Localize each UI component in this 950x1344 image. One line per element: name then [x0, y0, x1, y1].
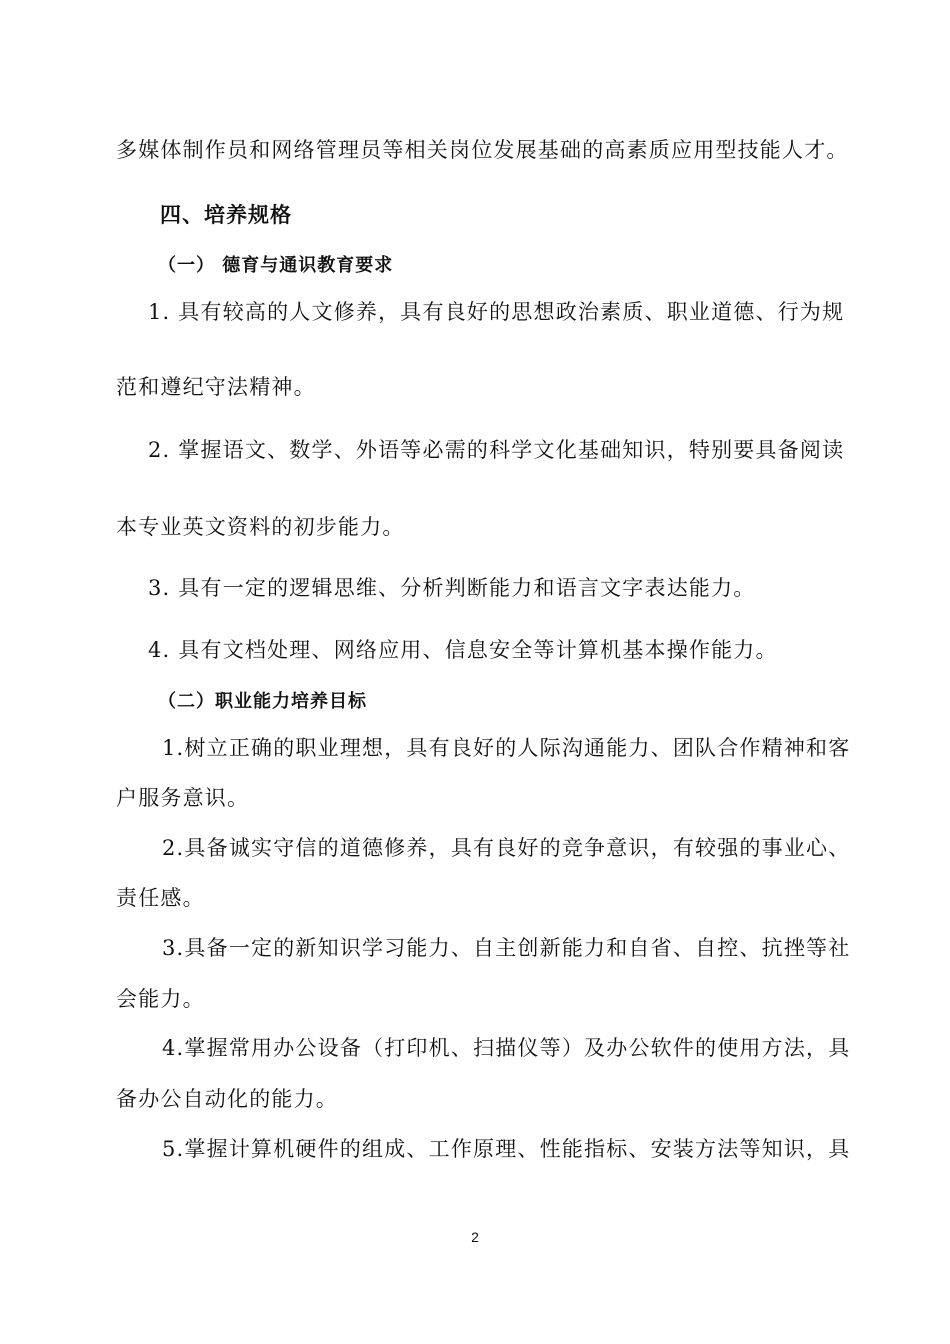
- list-item-line: 会能力。: [116, 987, 205, 1011]
- subsection-heading: （二）职业能力培养目标: [158, 691, 367, 712]
- list-item-line: 4. 具有文档处理、网络应用、信息安全等计算机基本操作能力。: [148, 638, 778, 662]
- list-item-line: 1. 具有较高的人文修养，具有良好的思想政治素质、职业道德、行为规: [148, 300, 845, 324]
- list-item-line: 责任感。: [116, 886, 205, 910]
- list-item-line: 2. 掌握语文、数学、外语等必需的科学文化基础知识，特别要具备阅读: [148, 438, 845, 462]
- list-item-line: 4.掌握常用办公设备（打印机、扫描仪等）及办公软件的使用方法，具: [162, 1036, 851, 1060]
- list-item-line: 1.树立正确的职业理想，具有良好的人际沟通能力、团队合作精神和客: [162, 736, 851, 760]
- list-item-line: 备办公自动化的能力。: [116, 1087, 338, 1111]
- list-item-line: 2.具备诚实守信的道德修养，具有良好的竞争意识，有较强的事业心、: [162, 836, 851, 860]
- paragraph-line: 多媒体制作员和网络管理员等相关岗位发展基础的高素质应用型技能人才。: [116, 138, 849, 162]
- list-item-line: 本专业英文资料的初步能力。: [116, 515, 405, 539]
- list-item-line: 范和遵纪守法精神。: [116, 375, 316, 399]
- list-item-line: 3. 具有一定的逻辑思维、分析判断能力和语言文字表达能力。: [148, 576, 756, 600]
- page-number: 2: [471, 1229, 479, 1245]
- list-item-line: 5.掌握计算机硬件的组成、工作原理、性能指标、安装方法等知识，具: [162, 1137, 851, 1161]
- subsection-heading: （一） 德育与通识教育要求: [158, 255, 394, 276]
- section-heading: 四、培养规格: [160, 203, 292, 227]
- list-item-line: 户服务意识。: [116, 786, 250, 810]
- list-item-line: 3.具备一定的新知识学习能力、自主创新能力和自省、自控、抗挫等社: [162, 936, 851, 960]
